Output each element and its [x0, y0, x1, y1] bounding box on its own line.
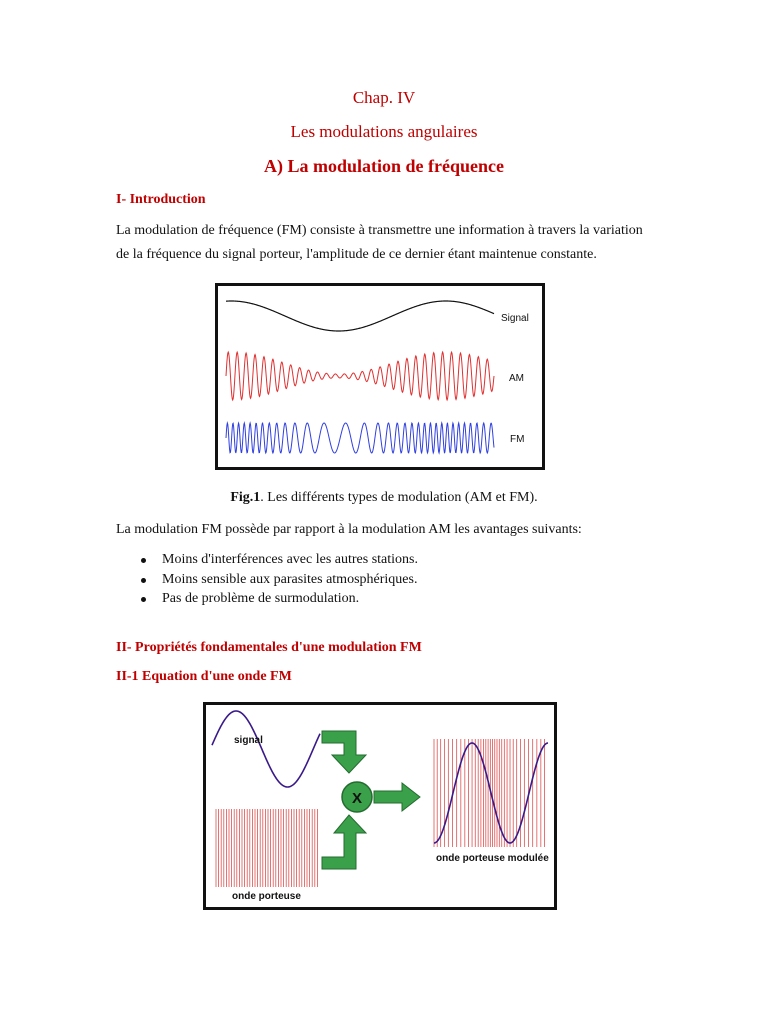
figure-fm-generation	[203, 702, 557, 910]
carrier-wave	[216, 809, 317, 887]
carrier-label: onde porteuse	[232, 891, 301, 902]
chapter-number: Chap. IV	[352, 88, 416, 107]
intro-paragraph	[116, 219, 656, 267]
arrow-right	[374, 783, 420, 811]
bullet-icon	[141, 558, 146, 563]
figure1-caption	[0, 490, 768, 506]
multiplier-icon	[342, 782, 372, 812]
modulating-signal	[434, 743, 548, 843]
caption-figure-number: Fig.1	[230, 490, 261, 505]
advantages-list	[116, 550, 418, 609]
list-item	[116, 589, 418, 609]
multiplier-symbol: X	[351, 790, 363, 807]
fm-wave	[226, 423, 494, 453]
list-item-text: Pas de problème de surmodulation.	[162, 591, 360, 606]
modulated-carrier	[434, 739, 545, 847]
arrow-bottom	[322, 815, 366, 869]
figure-modulation-types	[215, 283, 545, 470]
chapter-subtitle: Les modulations angulaires	[290, 122, 478, 141]
advantages-intro: La modulation FM possède par rapport à la modulation AM les avantages suivants:	[116, 522, 582, 537]
list-item-text: Moins d'interférences avec les autres stations.	[162, 552, 418, 567]
signal-label: Signal	[501, 313, 529, 324]
signal-label: signal	[234, 735, 263, 746]
signal-wave	[212, 711, 320, 787]
list-item-text: Moins sensible aux parasites atmosphériques.	[162, 571, 418, 587]
heading-equation: II-1 Equation d'une onde FM	[116, 669, 292, 684]
bullet-icon	[141, 578, 146, 583]
fm-label: FM	[510, 434, 525, 445]
modulated-label: onde porteuse modulée	[436, 853, 549, 864]
caption-text: . Les différents types de modulation (AM et FM).	[260, 490, 538, 505]
intro-line-1: La modulation de fréquence (FM) consiste à transmettre une information à travers la variation	[116, 223, 643, 238]
list-item	[116, 570, 418, 590]
am-label: AM	[509, 373, 524, 384]
heading-properties: II- Propriétés fondamentales d'une modulation FM	[116, 640, 422, 655]
bullet-icon	[141, 597, 146, 602]
figure1-plot	[218, 286, 542, 467]
signal-wave	[226, 301, 494, 331]
figure2-diagram	[206, 705, 554, 907]
list-item	[116, 550, 418, 570]
heading-introduction: I- Introduction	[116, 192, 206, 207]
arrow-top	[322, 731, 366, 773]
am-wave	[226, 352, 494, 400]
intro-line-2: de la fréquence du signal porteur, l'amplitude de ce dernier étant maintenue constante.	[116, 247, 597, 262]
section-title: A) La modulation de fréquence	[264, 156, 504, 176]
